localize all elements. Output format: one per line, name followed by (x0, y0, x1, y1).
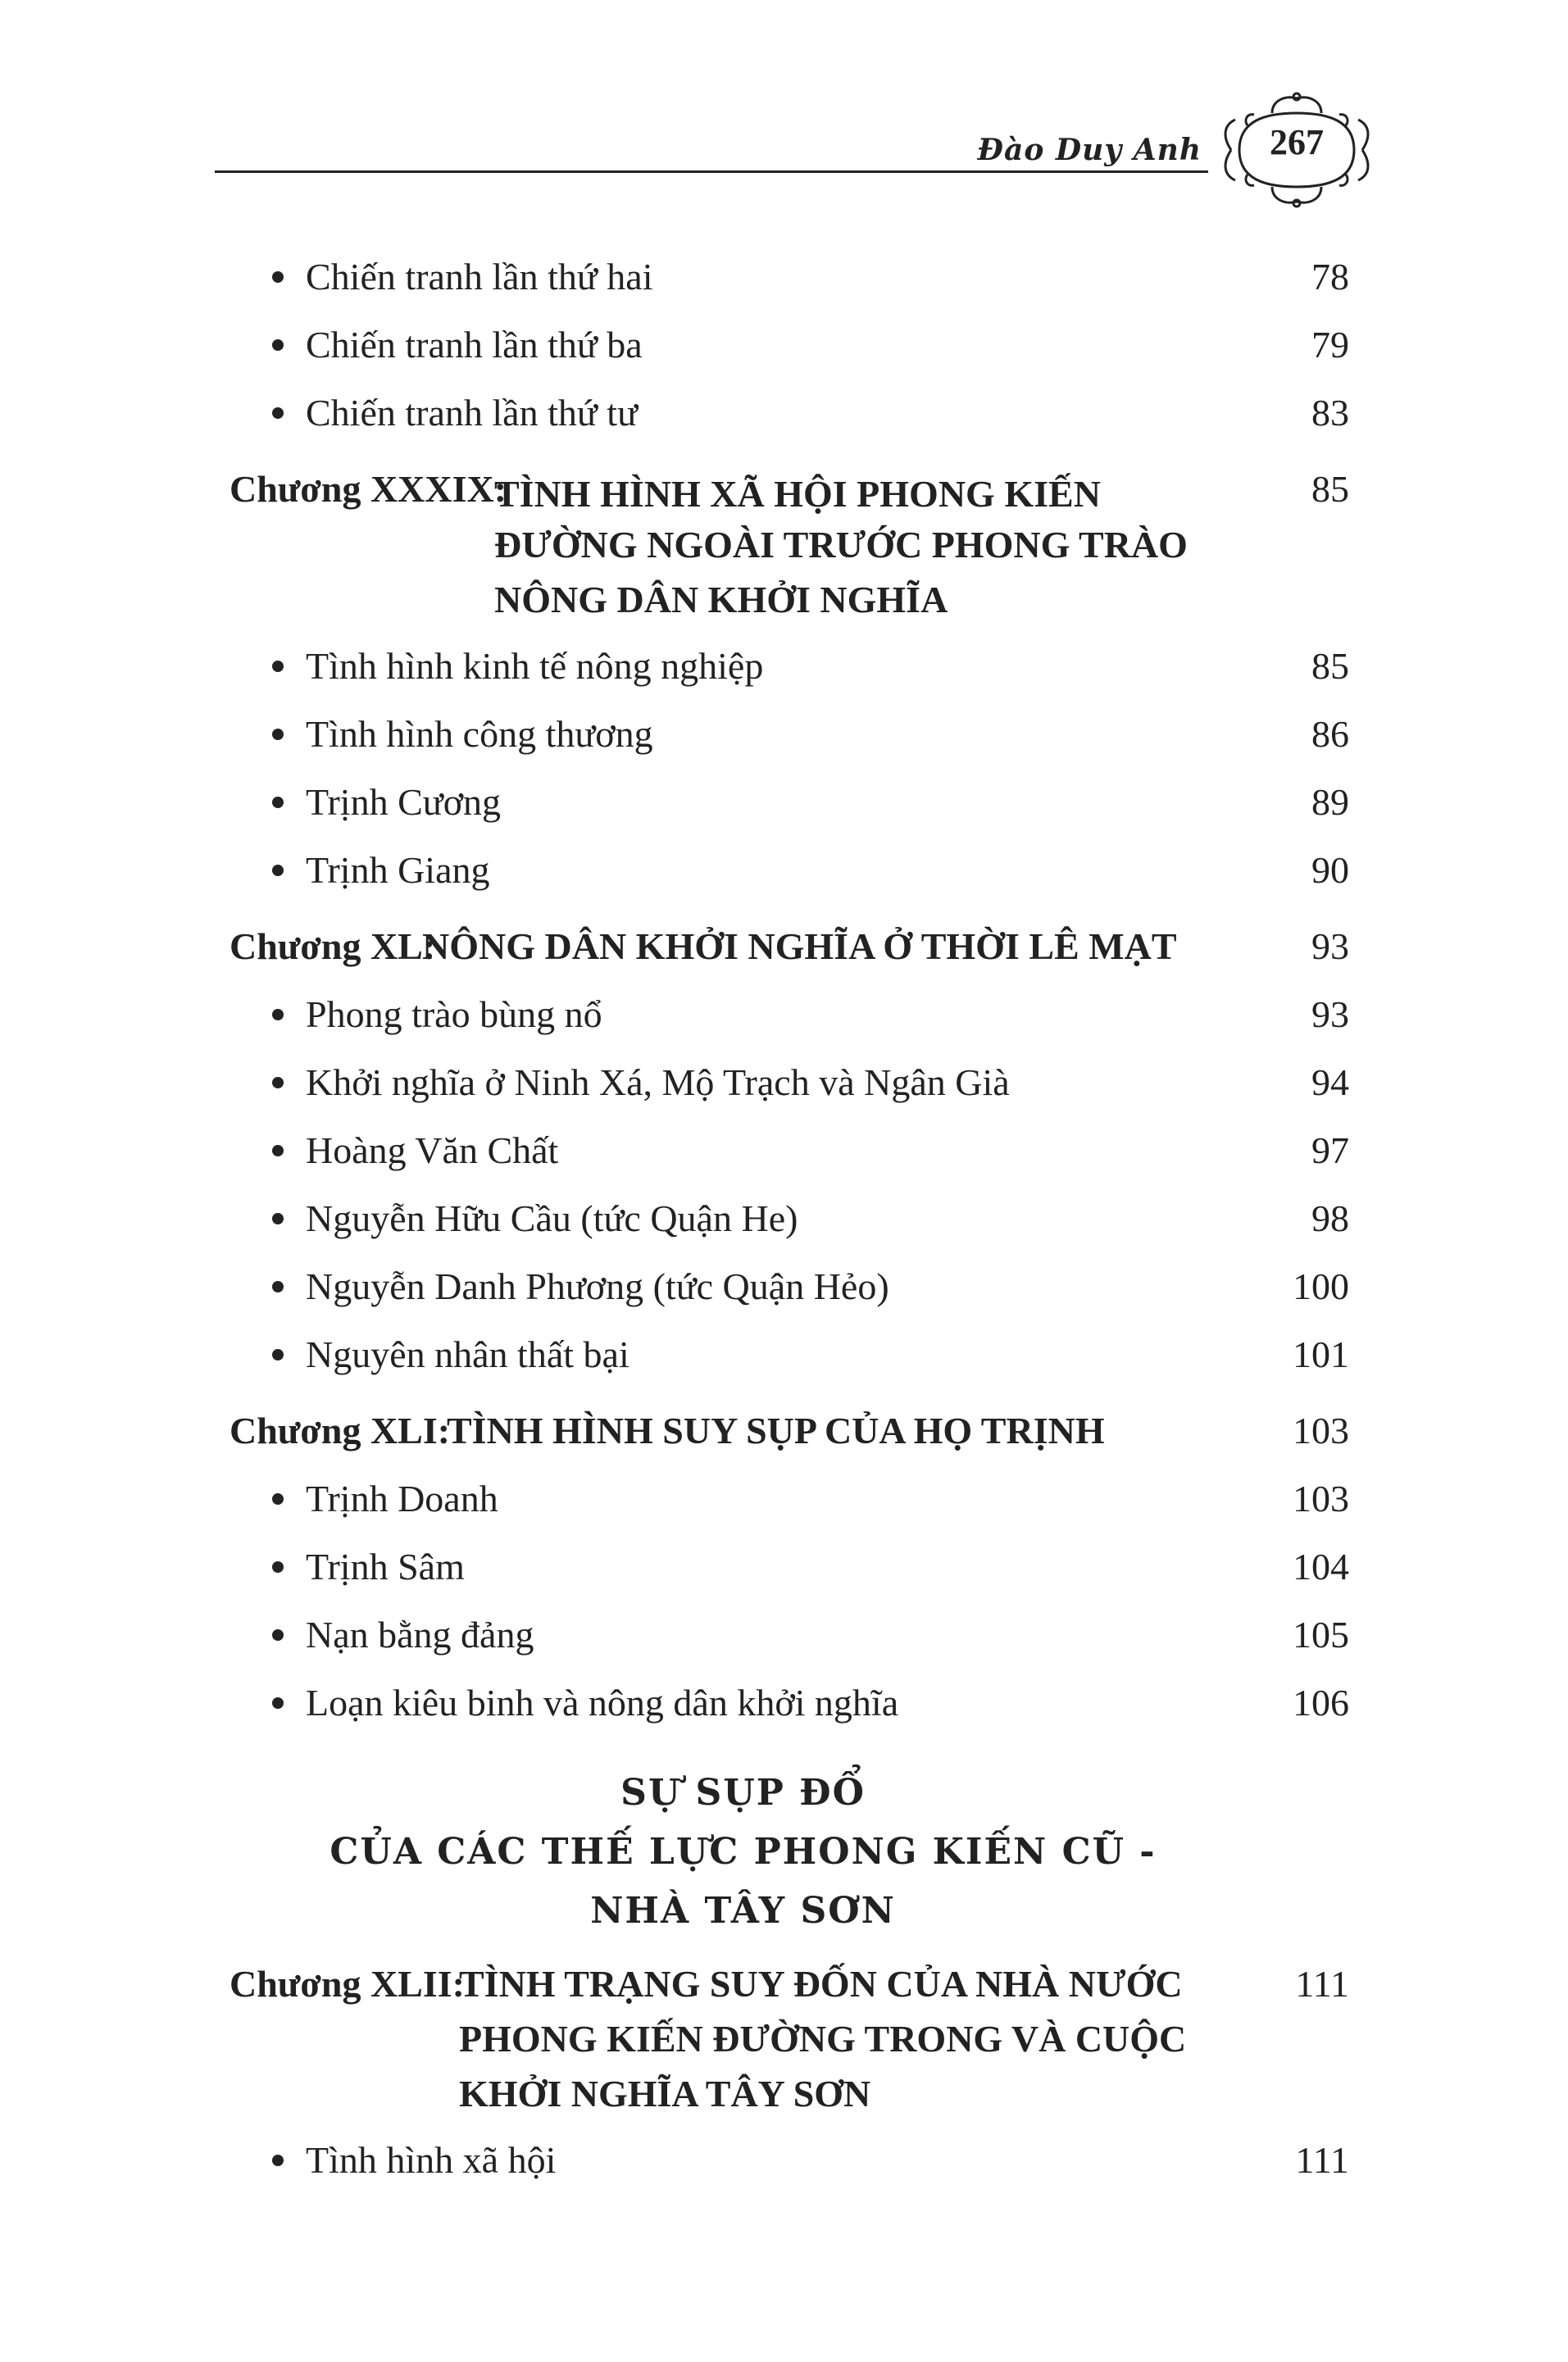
bullet-icon (272, 1629, 284, 1641)
header-rule (215, 170, 1208, 173)
toc-entry-text: Khởi nghĩa ở Ninh Xá, Mộ Trạch và Ngân Già (306, 1061, 1010, 1103)
bullet-icon (272, 1349, 284, 1360)
toc-entry-text: Loạn kiêu binh và nông dân khởi nghĩa (306, 1682, 899, 1724)
toc-entry-text: Trịnh Giang (306, 849, 490, 891)
toc-entry-text: Nạn bằng đảng (306, 1614, 534, 1656)
bullet-icon (272, 865, 284, 876)
toc-entry-page: 111 (1295, 2139, 1349, 2181)
chapter-page: 111 (1295, 1963, 1349, 2005)
toc-entry-page: 105 (1293, 1614, 1349, 1656)
toc-entry-page: 94 (1311, 1061, 1349, 1103)
chapter-title-line: NÔNG DÂN KHỞI NGHĨA Ở THỜI LÊ MẠT (422, 925, 1177, 967)
bullet-icon (272, 1493, 284, 1505)
toc-entry-text: Chiến tranh lần thứ ba (306, 324, 643, 366)
bullet-icon (272, 1213, 284, 1224)
bullet-icon (272, 729, 284, 740)
chapter-title-line: KHỞI NGHĨA TÂY SƠN (459, 2073, 871, 2114)
toc-entry-text: Chiến tranh lần thứ tư (306, 392, 639, 434)
toc-entry-text: Hoàng Văn Chất (306, 1129, 559, 1171)
chapter-label: Chương XLI: (230, 1410, 451, 1451)
toc-entry-text: Trịnh Sâm (306, 1546, 465, 1588)
chapter-title-line: NÔNG DÂN KHỞI NGHĨA (494, 579, 948, 620)
toc-entry-page: 78 (1311, 256, 1349, 298)
chapter-label: Chương XLII: (230, 1963, 465, 2005)
chapter-title-line: TÌNH TRẠNG SUY ĐỐN CỦA NHÀ NƯỚC (459, 1963, 1183, 2005)
chapter-title-line: TÌNH HÌNH XÃ HỘI PHONG KIẾN (494, 473, 1101, 515)
chapter-page: 93 (1311, 925, 1349, 967)
bullet-icon (272, 661, 284, 672)
toc-entry-page: 101 (1293, 1333, 1349, 1375)
page-number: 267 (1270, 122, 1324, 162)
bullet-icon (272, 407, 284, 419)
toc-entry-page: 85 (1311, 645, 1349, 687)
toc-entry-page: 98 (1311, 1197, 1349, 1239)
toc-entry-page: 90 (1311, 849, 1349, 891)
chapter-title-line: TÌNH HÌNH SUY SỤP CỦA HỌ TRỊNH (447, 1410, 1105, 1451)
toc-entry-page: 104 (1293, 1546, 1349, 1588)
bullet-icon (272, 271, 284, 283)
page-header (215, 89, 1379, 179)
toc-entry-page: 103 (1293, 1478, 1349, 1519)
toc-entry-text: Chiến tranh lần thứ hai (306, 256, 653, 298)
bullet-icon (272, 1009, 284, 1020)
toc-entry-text: Trịnh Cương (306, 781, 502, 823)
chapter-page: 103 (1293, 1410, 1349, 1451)
bullet-icon (272, 1077, 284, 1088)
chapter-label: Chương XL: (230, 925, 436, 967)
bullet-icon (272, 2155, 284, 2166)
toc-entry-text: Tình hình công thương (306, 713, 653, 755)
toc-entry-page: 100 (1293, 1265, 1349, 1307)
bullet-icon (272, 1561, 284, 1573)
toc-entry-text: Tình hình kinh tế nông nghiệp (306, 645, 764, 687)
toc-entry-text: Tình hình xã hội (306, 2139, 557, 2181)
section-heading-line: SỰ SỤP ĐỔ (620, 1772, 866, 1814)
ornamental-frame (1215, 89, 1379, 211)
toc-entry-page: 86 (1311, 713, 1349, 755)
toc-entry-text: Phong trào bùng nổ (306, 993, 602, 1035)
section-heading-line: CỦA CÁC THẾ LỰC PHONG KIẾN CŨ - (330, 1831, 1157, 1873)
chapter-title-line: ĐƯỜNG NGOÀI TRƯỚC PHONG TRÀO (494, 524, 1188, 566)
toc-entry-page: 106 (1293, 1682, 1349, 1724)
toc-entry-text: Nguyễn Hữu Cầu (tức Quận He) (306, 1197, 798, 1239)
toc-entry-page: 97 (1311, 1129, 1349, 1171)
bullet-icon (272, 1145, 284, 1156)
running-head-author: Đào Duy Anh (977, 133, 1202, 167)
toc-entry-text: Trịnh Doanh (306, 1478, 498, 1519)
bullet-icon (272, 1281, 284, 1292)
toc-entry-page: 89 (1311, 781, 1349, 823)
toc-entry-page: 83 (1311, 392, 1349, 434)
bullet-icon (272, 339, 284, 351)
toc-entry-page: 93 (1311, 993, 1349, 1035)
toc-entry-page: 79 (1311, 324, 1349, 366)
toc-entry-text: Nguyên nhân thất bại (306, 1333, 629, 1375)
chapter-label: Chương XXXIX: (230, 468, 507, 510)
chapter-page: 85 (1311, 468, 1349, 510)
bullet-icon (272, 1697, 284, 1709)
bullet-icon (272, 797, 284, 808)
toc-entry-text: Nguyễn Danh Phương (tức Quận Hẻo) (306, 1265, 889, 1307)
chapter-title-line: PHONG KIẾN ĐƯỜNG TRONG VÀ CUỘC (459, 2018, 1187, 2060)
section-heading-line: NHÀ TÂY SƠN (590, 1890, 896, 1932)
